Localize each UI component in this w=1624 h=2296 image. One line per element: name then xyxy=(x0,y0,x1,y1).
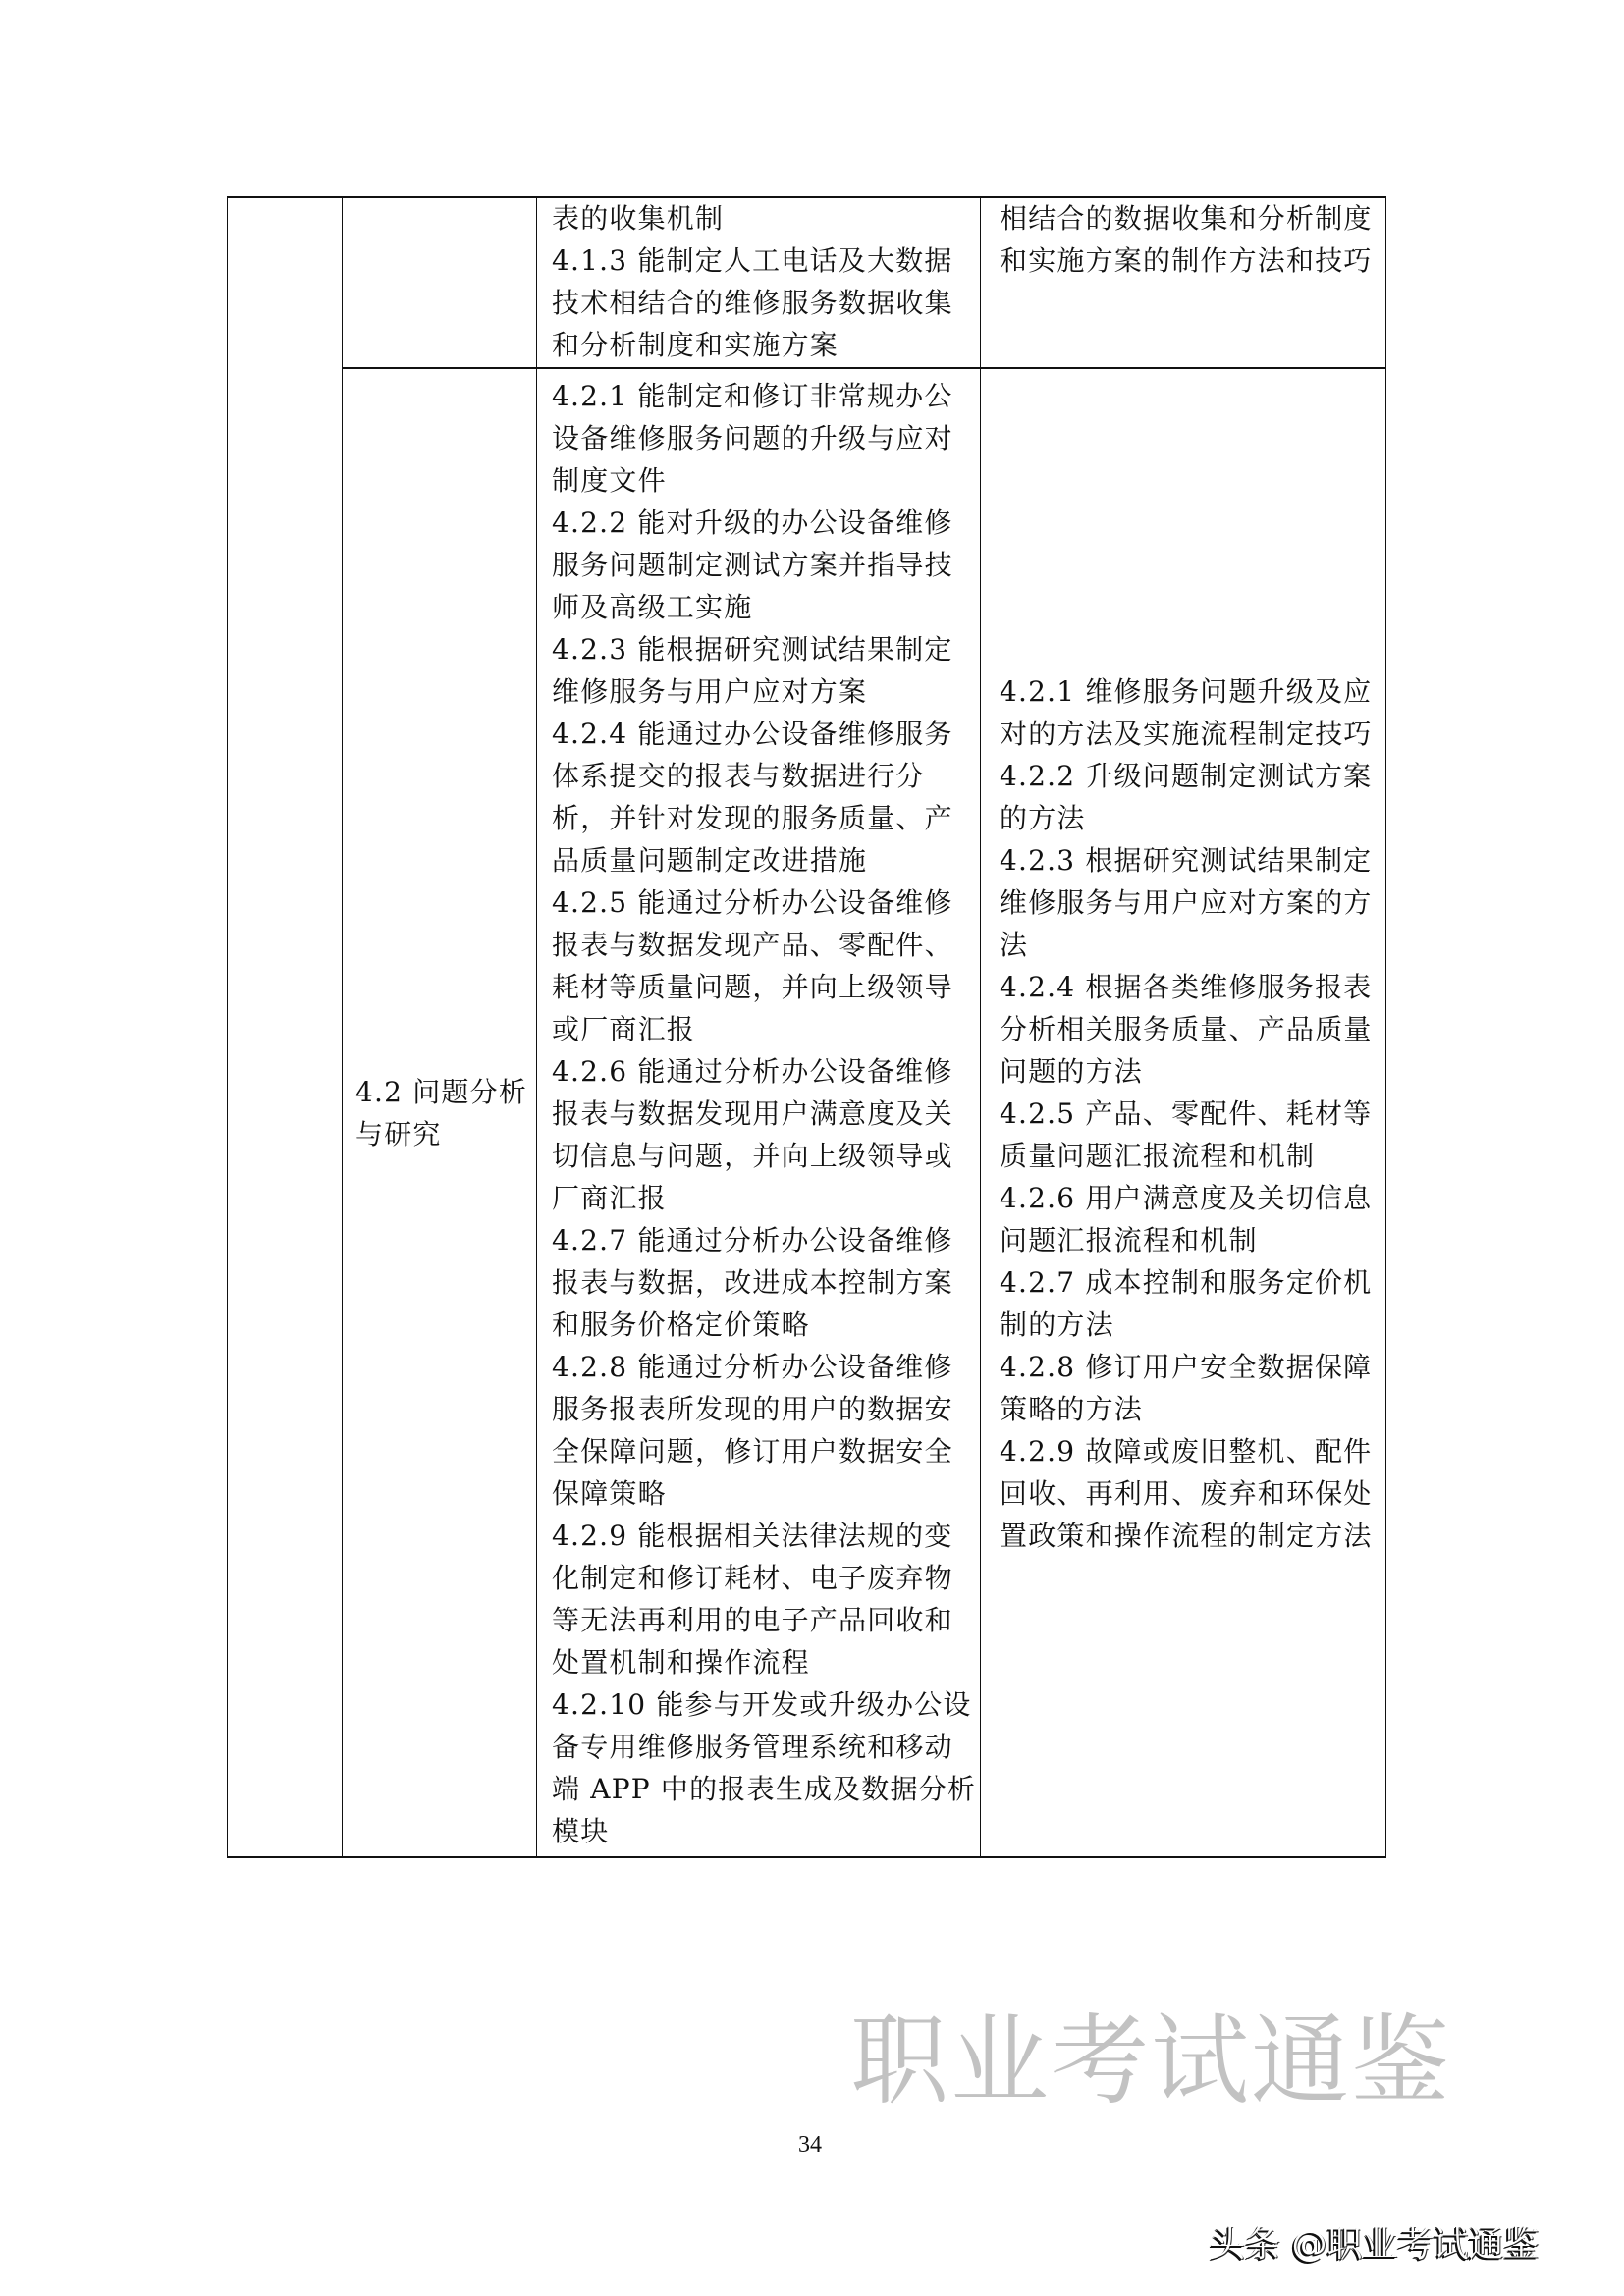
text-line: 4.2.6 用户满意度及关切信息 xyxy=(1000,1181,1373,1214)
cell-knowledge-4-1-continued xyxy=(982,197,1384,367)
text-line: 析，并针对发现的服务质量、产 xyxy=(552,802,953,834)
text-line: 品质量问题制定改进措施 xyxy=(552,844,868,877)
text-line: 与研究 xyxy=(355,1118,442,1150)
text-line: 报表与数据，改进成本控制方案 xyxy=(552,1266,953,1299)
row-divider xyxy=(342,367,1386,369)
text-line: 耗材等质量问题，并向上级领导 xyxy=(552,971,953,1003)
text-line: 报表与数据发现产品、零配件、 xyxy=(552,929,953,961)
text-line: 化制定和修订耗材、电子废弃物 xyxy=(552,1562,953,1594)
text-line: 4.2.4 能通过办公设备维修服务 xyxy=(552,718,953,750)
column-divider-2 xyxy=(536,196,537,1858)
page-number: 34 xyxy=(798,2132,822,2158)
text-line: 技术相结合的维修服务数据收集 xyxy=(552,287,953,319)
text-line: 4.2.10 能参与开发或升级办公设 xyxy=(552,1688,972,1721)
text-line: 4.2.8 修订用户安全数据保障 xyxy=(1000,1350,1373,1383)
text-line: 4.2.1 能制定和修订非常规办公 xyxy=(552,380,953,412)
text-line: 切信息与问题，并向上级领导或 xyxy=(552,1140,953,1172)
text-line: 质量问题汇报流程和机制 xyxy=(1000,1139,1316,1172)
cell-requirements-4-2 xyxy=(538,370,980,1856)
text-line: 制度文件 xyxy=(552,464,667,497)
text-line: 全保障问题，修订用户数据安全 xyxy=(552,1435,953,1468)
text-line: 4.1.3 能制定人工电话及大数据 xyxy=(552,244,953,277)
text-line: 策略的方法 xyxy=(1000,1392,1144,1425)
text-line: 表的收集机制 xyxy=(552,202,725,235)
text-line: 4.2.7 能通过分析办公设备维修 xyxy=(552,1224,953,1256)
text-line: 报表与数据发现用户满意度及关 xyxy=(552,1097,953,1130)
text-line: 置政策和操作流程的制定方法 xyxy=(1000,1519,1373,1552)
text-line: 4.2.9 能根据相关法律法规的变 xyxy=(552,1520,953,1552)
text-line: 4.2.3 能根据研究测试结果制定 xyxy=(552,633,953,666)
text-line: 4.2.5 能通过分析办公设备维修 xyxy=(552,886,953,919)
text-line: 相结合的数据收集和分析制度 xyxy=(1000,202,1373,235)
column-divider-1 xyxy=(342,196,343,1858)
text-line: 4.2.1 维修服务问题升级及应 xyxy=(1000,674,1373,708)
text-line: 服务问题制定测试方案并指导技 xyxy=(552,549,953,581)
text-line: 和实施方案的制作方法和技巧 xyxy=(1000,244,1373,277)
column-divider-3 xyxy=(980,196,981,1858)
text-line: 制的方法 xyxy=(1000,1308,1114,1341)
text-line: 处置机制和操作流程 xyxy=(552,1646,810,1679)
text-line: 维修服务与用户应对方案 xyxy=(552,675,868,708)
text-line: 等无法再利用的电子产品回收和 xyxy=(552,1604,953,1636)
text-line: 厂商汇报 xyxy=(552,1182,667,1214)
cell-knowledge-4-2 xyxy=(982,370,1384,1856)
text-line: 维修服务与用户应对方案的方 xyxy=(1000,885,1373,919)
text-line: 4.2.2 升级问题制定测试方案 xyxy=(1000,759,1373,792)
footer-credit: 头条 @职业考试通鉴 xyxy=(1210,2224,1540,2265)
text-line: 4.2.6 能通过分析办公设备维修 xyxy=(552,1055,953,1088)
text-line: 体系提交的报表与数据进行分 xyxy=(552,760,925,792)
cell-requirements-4-1-continued xyxy=(538,197,980,367)
text-line: 回收、再利用、废弃和环保处 xyxy=(1000,1476,1373,1510)
text-line: 的方法 xyxy=(1000,801,1086,834)
table-border-left xyxy=(227,196,228,1858)
text-line: 4.2.9 故障或废旧整机、配件 xyxy=(1000,1434,1373,1468)
text-line: 保障策略 xyxy=(552,1477,667,1510)
text-line: 师及高级工实施 xyxy=(552,591,753,623)
text-line: 设备维修服务问题的升级与应对 xyxy=(552,422,953,454)
text-line: 服务报表所发现的用户的数据安 xyxy=(552,1393,953,1425)
text-line: 或厂商汇报 xyxy=(552,1013,696,1045)
text-line: 分析相关服务质量、产品质量 xyxy=(1000,1012,1373,1045)
text-line: 4.2.5 产品、零配件、耗材等 xyxy=(1000,1096,1373,1130)
text-line: 问题汇报流程和机制 xyxy=(1000,1223,1258,1256)
text-line: 和分析制度和实施方案 xyxy=(552,329,839,361)
text-line: 备专用维修服务管理系统和移动 xyxy=(552,1731,953,1763)
text-line: 4.2.2 能对升级的办公设备维修 xyxy=(552,507,953,539)
text-line: 和服务价格定价策略 xyxy=(552,1308,810,1341)
text-line: 4.2.4 根据各类维修服务报表 xyxy=(1000,970,1373,1003)
text-line: 端 APP 中的报表生成及数据分析 xyxy=(552,1773,977,1805)
table-border-right xyxy=(1385,196,1386,1858)
text-line: 问题的方法 xyxy=(1000,1054,1144,1088)
watermark-text: 职业考试通鉴 xyxy=(850,2003,1451,2118)
text-line: 4.2.3 根据研究测试结果制定 xyxy=(1000,843,1373,877)
text-line: 法 xyxy=(1000,928,1029,961)
cell-unit-4-2 xyxy=(344,370,536,1856)
text-line: 4.2 问题分析 xyxy=(355,1076,528,1108)
text-line: 4.2.7 成本控制和服务定价机 xyxy=(1000,1265,1373,1299)
text-line: 模块 xyxy=(552,1815,610,1847)
text-line: 4.2.8 能通过分析办公设备维修 xyxy=(552,1351,953,1383)
text-line: 对的方法及实施流程制定技巧 xyxy=(1000,717,1373,750)
